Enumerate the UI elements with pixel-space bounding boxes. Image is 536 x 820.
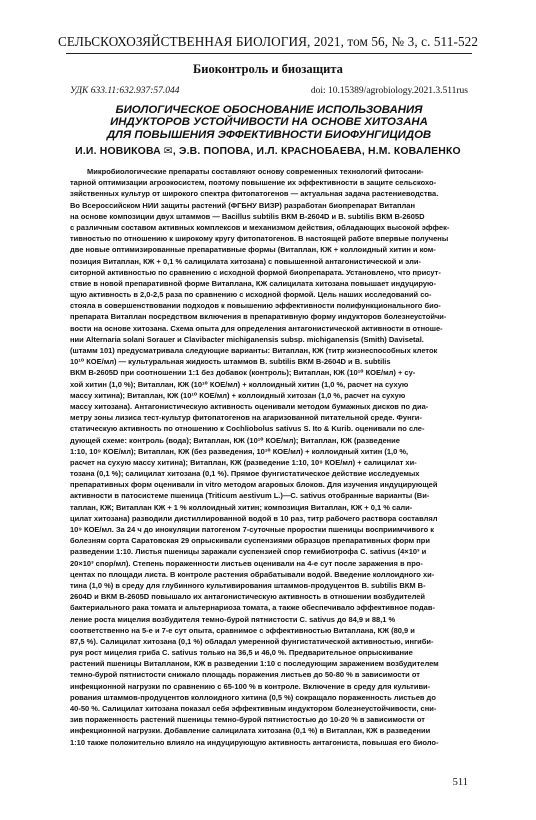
abstract-line: активности в патосистеме пшеница (Triticum aestivum L.)—C. sativus отобранные варианты (Ви- [70,491,430,501]
abstract-line: с различным составом активных комплексов и механизмом действия, обладающих высокой эффек- [70,222,450,232]
abstract-line: дующей схеме: контроль (вода); Витаплан, КЖ (10¹⁰ КОЕ/мл); Витаплан, КЖ (разведение [70,435,400,445]
title-line: БИОЛОГИЧЕСКОЕ ОБОСНОВАНИЕ ИСПОЛЬЗОВАНИЯ [115,104,423,116]
abstract-line: расчет на сухую массу хитина); Витаплан, КЖ (разведение 1:10, 10⁹ КОЕ/мл) + салицилат хи- [70,457,417,467]
abstract-line: массу хитозана). Антагонистическую активность оценивали методом бумажных дисков по диа- [70,401,429,411]
abstract-line: центах по площади листа. В контроле растения обрабатывали водой. Введение коллоидного хи- [70,569,435,579]
header-rule [66,53,472,54]
abstract-line: 1:10 также положительно влияло на индуцирующую активность антагониста, повышая его биоло- [70,737,439,747]
abstract-line: бактериального рака томата и альтернариоза томата, а также обеспечивало эффективное подав- [70,603,435,613]
abstract-line: цилат хитозана) разводили дистиллированной водой в 10 раз, титр рабочего раствора составлял [70,513,438,523]
abstract-line: препаративных форм оценивали in vitro методом агаровых блоков. Для изучения индуцирующей [70,480,438,490]
abstract-line: Микробиологические препараты составляют основу современных технологий фитосани- [87,167,424,176]
journal-header: СЕЛЬСКОХОЗЯЙСТВЕННАЯ БИОЛОГИЯ, 2021, том 56, № 3, с. 511-522 [57,34,479,49]
abstract-line: ствие в новой препаративной форме Витаплана, КЖ салицилата хитозана повышает индуцирую- [70,278,436,288]
article-title [70,104,468,141]
abstract-line: стояла в совершенствовании подходов к повышению эффективности полифункционального био- [70,301,441,311]
authors: И.И. НОВИКОВА ✉, Э.В. ПОПОВА, И.Л. КРАСНОБАЕВА, Н.М. КОВАЛЕНКО [75,146,461,157]
abstract-line: 10¹⁰ КОЕ/мл) — культуральная жидкость штаммов B. subtilis ВКМ В-2604D и B. subtilis [70,357,391,367]
abstract-line: 20×10³ спор/мл). Степень пораженности листьев оценивали на 4-е сут после заражения в про- [70,558,423,568]
abstract-line: 40-50 %. Салицилат хитозана показал себя эффективным индуктором болезнеустойчивости, сни- [70,704,437,713]
abstract-line: 87,5 %). Салицилат хитозана (0,1 %) обладал умеренной фунгистатической активностью, ингиби- [70,636,434,646]
abstract-line: соответственно на 5-е и 7-е сут опыта, сравнимое с эффективностью Витаплана, КЖ (80,9 и [70,625,415,635]
page-number: 511 [452,777,468,788]
doi-link[interactable]: doi: 10.15389/agrobiology.2021.3.511rus [310,86,468,96]
abstract-line: разведении 1:10. Листья пшеницы заражали суспензией спор гемибиотрофа C. sativus (4×10³ и [70,547,427,557]
abstract-line: тивностью по отношению к широкому кругу фитопатогенов. В настоящей работе впервые получены [70,234,449,244]
abstract-line: на основе композиции двух штаммов — Bacillus subtilis ВКМ В-2604D и B. subtilis ВКМ В-2605D [70,211,425,221]
abstract-line: руя рост мицелия гриба C. sativus только на 36,5 и 46,0 %. Предварительное опрыскивание [70,648,413,658]
abstract-line: темно-бурой пятнистости снижало площадь поражения листьев до 50-80 % в зависимости от [70,670,420,680]
abstract-line: зяйственных культур от широкого спектра фитопатогенов — актуальная задача растениеводства. [70,189,439,199]
abstract-line: массу хитина); Витаплан, КЖ (10¹⁰ КОЕ/мл) + коллоидный хитозан (1,0 %, расчет на сухую [70,390,406,400]
abstract-line: (штамм 101) предусматривала следующие варианты: Витаплан, КЖ (титр жизнеспособных клеток [70,346,438,355]
abstract-line: Во Всероссийском НИИ защиты растений (ФГБНУ ВИЗР) разработан биопрепарат Витаплан [70,200,415,210]
abstract-line: ление роста мицелия возбудителя темно-бурой пятнистости C. sativus до 84,9 и 88,1 % [70,614,396,624]
abstract-line: нии Alternaria solani Sorauer и Clavibacter michiganensis subsp. michiganensis (Smith) Davisetal. [70,334,424,344]
abstract-line: тозана (0,1 %); салицилат хитозана (0,1 %). Прямое фунгистатическое действие исследуемых [70,469,420,479]
udc-code: УДК 633.11:632.937:57.044 [70,86,180,96]
abstract-line: препарата Витаплан посредством включения в препаративную форму индукторов болезнеустойчи- [70,312,447,322]
abstract-line: 10⁹ КОЕ/мл. За 24 ч до инокуляции патогеном 7-суточные проростки пшеницы восприимчивого к [70,525,435,534]
abstract-line: щую активность в 2,0-2,5 раза по сравнению с исходной формой. Цель наших исследований со- [70,290,432,300]
abstract-line: вости на основе хитозана. Схема опыта для определения антагонистической активности в отноше- [70,323,443,333]
abstract-line: тина (1,0 %) в среду для глубинного культивирования штаммов-продуцентов B. subtilis ВКМ В- [70,580,426,590]
abstract-line: тарной оптимизации агроэкосистем, поэтому повышение их эффективности в защите сельскохо- [70,178,437,188]
title-line: ДЛЯ ПОВЫШЕНИЯ ЭФФЕКТИВНОСТИ БИОФУНГИЦИДОВ [106,128,432,141]
abstract-line: инфекционной нагрузки. Добавление салицилата хитозана (0,1 %) в Витаплан, КЖ в разведении [70,726,431,736]
abstract-line: 2604D и ВКМ В-2605D повышало их антагонистическую активность в отношении возбудителей [70,592,426,602]
abstract-line: хой хитин (1,0 %); Витаплан, КЖ (10¹⁰ КОЕ/мл) + коллоидный хитин (1,0 %, расчет на сухую [70,379,409,389]
abstract-line: статическую активность по отношению к Cochliobolus sativus S. Ito & Kurib. оценивали по сле- [70,424,425,434]
abstract-line: рования штаммов-продуцентов коллоидного хитина (0,5 %) сокращало пораженность листьев до [70,692,436,702]
abstract-line: 1:10, 10⁹ КОЕ/мл); Витаплан, КЖ (без разведения, 10¹⁰ КОЕ/мл) + коллоидный хитин (1,0 %, [70,446,409,456]
abstract-line: позиция Витаплан, КЖ + 0,1 % салицилата хитозана) с повышенной антагонистической и эли- [70,256,421,266]
abstract-line: ситорной активностью по сравнению с исходной формой биопрепарата. Установлено, что присут- [70,267,441,277]
title-line: ИНДУКТОРОВ УСТОЙЧИВОСТИ НА ОСНОВЕ ХИТОЗАНА [110,116,428,129]
abstract-line: таплан, КЖ; Витаплан КЖ + 1 % коллоидный хитин; композиция Витаплан, КЖ + 0,1 % сали- [70,502,413,512]
abstract-line: растений пшеницы Витапланом, КЖ в разведении 1:10 с последующим заражением возбудителем [70,659,439,669]
section-heading: Биоконтроль и биозащита [193,62,343,76]
abstract-line: болезням сорта Саратовская 29 опрыскивали суспензиями образцов препаративных форм при [70,536,430,546]
abstract-line: метру зоны лизиса тест-культур фитопатогенов на агаризованной питательной среде. Фунги- [70,413,422,423]
abstract-line: две новые оптимизированные препаративные формы (Витаплан, КЖ + коллоидный хитин и ком- [70,245,436,255]
abstract-line: инфекционной нагрузки по сравнению с 65-100 % в контроле. Включение в среду для культиви- [70,681,431,691]
abstract-line: зив пораженность растений пшеницы темно-бурой пятнистостью до 10-20 % в зависимости от [70,715,425,725]
abstract-line: ВКМ В-2605D при соотношении 1:1 без добавок (контроль); Витаплан, КЖ (10¹⁰ КОЕ/мл) + су- [70,368,416,378]
abstract [70,166,470,748]
